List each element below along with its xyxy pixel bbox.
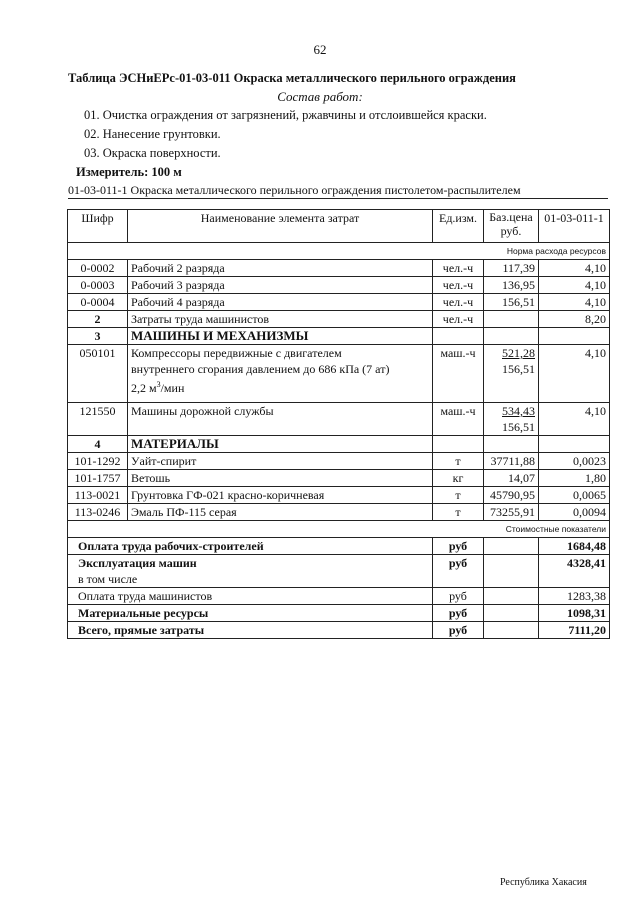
- row-norm: 4,10: [539, 345, 610, 403]
- table-title: Таблица ЭСНиЕРс-01-03-011 Окраска металлического перильного ограждения: [68, 71, 516, 85]
- header-code: Шифр: [68, 210, 128, 243]
- row-name: Рабочий 3 разряда: [128, 277, 433, 294]
- work-step: 02. Нанесение грунтовки.: [84, 127, 221, 141]
- table-row: [68, 260, 610, 277]
- row-norm: 4,10: [539, 294, 610, 311]
- total-name: Материальные ресурсы: [68, 605, 433, 622]
- empty-cell: [433, 328, 484, 345]
- row-name: Ветошь: [128, 470, 433, 487]
- row-name: Рабочий 4 разряда: [128, 294, 433, 311]
- table-row: [68, 504, 610, 521]
- row-price: [484, 403, 539, 436]
- row-name-sup: 3: [156, 380, 161, 389]
- row-code: 0-0004: [68, 294, 128, 311]
- row-name: Рабочий 2 разряда: [128, 260, 433, 277]
- row-code: 101-1292: [68, 453, 128, 470]
- row-name: Затраты труда машинистов: [128, 311, 433, 328]
- empty-cell: [539, 328, 610, 345]
- section-title: МАШИНЫ И МЕХАНИЗМЫ: [128, 328, 433, 345]
- page-number: 62: [313, 42, 327, 57]
- cost-caption-row: [68, 521, 610, 538]
- table-row: [68, 487, 610, 504]
- row-norm: 4,10: [539, 403, 610, 436]
- norm-caption: Норма расхода ресурсов: [68, 243, 610, 260]
- row-price: 156,51: [484, 294, 539, 311]
- empty-cell: [433, 436, 484, 453]
- row-price: 117,39: [484, 260, 539, 277]
- row-price: [484, 311, 539, 328]
- total-value: 1283,38: [539, 588, 610, 605]
- row-price: 37711,88: [484, 453, 539, 470]
- row-name-line2: внутреннего сгорания давлением до 686 кПа (7 ат): [131, 362, 390, 376]
- header-price-line1: Баз.цена: [489, 210, 533, 224]
- table-row: [68, 470, 610, 487]
- row-price: 136,95: [484, 277, 539, 294]
- row-code: 050101: [68, 345, 128, 403]
- row-norm: 0,0065: [539, 487, 610, 504]
- row-unit: маш.-ч: [433, 345, 484, 403]
- section-code: 4: [68, 436, 128, 453]
- total-value: 1684,48: [539, 538, 610, 555]
- total-row: [68, 622, 610, 639]
- row-price-bottom: 156,51: [502, 362, 535, 376]
- header-name: Наименование элемента затрат: [128, 210, 433, 243]
- total-value: 4328,41: [539, 555, 610, 572]
- total-row: [68, 605, 610, 622]
- divider: [68, 198, 608, 199]
- footer-region: Республика Хакасия: [500, 877, 587, 888]
- row-price: 45790,95: [484, 487, 539, 504]
- row-code: 113-0246: [68, 504, 128, 521]
- row-unit: т: [433, 487, 484, 504]
- empty-cell: [484, 436, 539, 453]
- empty-cell: [484, 328, 539, 345]
- section-title: МАТЕРИАЛЫ: [128, 436, 433, 453]
- row-name-line3: 2,2 м: [131, 381, 157, 395]
- total-name: Оплата труда машинистов: [68, 588, 433, 605]
- empty-cell: [484, 571, 539, 588]
- total-unit: [433, 571, 484, 588]
- table-row: [68, 311, 610, 328]
- section-row: [68, 328, 610, 345]
- row-code: 0-0002: [68, 260, 128, 277]
- total-unit: руб: [433, 622, 484, 639]
- total-row: [68, 588, 610, 605]
- resource-table: [67, 209, 610, 639]
- total-row: [68, 538, 610, 555]
- header-norm: 01-03-011-1: [539, 210, 610, 243]
- row-unit: кг: [433, 470, 484, 487]
- header-price-line2: руб.: [500, 224, 522, 238]
- total-row: [68, 571, 610, 588]
- row-name: Машины дорожной службы: [128, 403, 433, 436]
- table-row: [68, 345, 610, 403]
- row-norm: 8,20: [539, 311, 610, 328]
- empty-cell: [539, 436, 610, 453]
- section-row: [68, 436, 610, 453]
- row-unit: чел.-ч: [433, 277, 484, 294]
- row-name-line1: Компрессоры передвижные с двигателем: [131, 346, 342, 360]
- total-unit: руб: [433, 588, 484, 605]
- section-code: 3: [68, 328, 128, 345]
- work-step: 01. Очистка ограждения от загрязнений, ржавчины и отслоившейся краски.: [84, 108, 487, 122]
- total-name: Эксплуатация машин: [68, 555, 433, 572]
- empty-cell: [484, 605, 539, 622]
- row-norm: 1,80: [539, 470, 610, 487]
- table-row: [68, 277, 610, 294]
- composition-heading: Состав работ:: [277, 89, 363, 104]
- row-unit: чел.-ч: [433, 311, 484, 328]
- meter-label: Измеритель: 100 м: [76, 165, 182, 179]
- row-name: [128, 345, 433, 403]
- row-norm: 4,10: [539, 277, 610, 294]
- subtitle: 01-03-011-1 Окраска металлического перильного ограждения пистолетом-распылителем: [68, 183, 521, 197]
- total-value: 7111,20: [539, 622, 610, 639]
- total-name: Оплата труда рабочих-строителей: [68, 538, 433, 555]
- total-unit: руб: [433, 555, 484, 572]
- empty-cell: [484, 555, 539, 572]
- row-unit: т: [433, 453, 484, 470]
- total-value: [539, 571, 610, 588]
- row-unit: маш.-ч: [433, 403, 484, 436]
- header-price: [484, 210, 539, 243]
- total-name: Всего, прямые затраты: [68, 622, 433, 639]
- row-name: Уайт-спирит: [128, 453, 433, 470]
- row-code: 0-0003: [68, 277, 128, 294]
- total-value: 1098,31: [539, 605, 610, 622]
- row-price: 73255,91: [484, 504, 539, 521]
- norm-caption-row: [68, 243, 610, 260]
- row-unit: чел.-ч: [433, 294, 484, 311]
- row-price-top: 534,43: [502, 404, 535, 418]
- table-row: [68, 403, 610, 436]
- total-unit: руб: [433, 538, 484, 555]
- row-norm: 0,0023: [539, 453, 610, 470]
- row-unit: чел.-ч: [433, 260, 484, 277]
- row-price-bottom: 156,51: [502, 420, 535, 434]
- header-unit: Ед.изм.: [433, 210, 484, 243]
- total-row: [68, 555, 610, 572]
- row-norm: 0,0094: [539, 504, 610, 521]
- empty-cell: [484, 588, 539, 605]
- row-code: 101-1757: [68, 470, 128, 487]
- row-unit: т: [433, 504, 484, 521]
- table-header-row: [68, 210, 610, 243]
- total-name: в том числе: [68, 571, 433, 588]
- row-code: 121550: [68, 403, 128, 436]
- row-price: [484, 345, 539, 403]
- table-row: [68, 453, 610, 470]
- empty-cell: [484, 622, 539, 639]
- table-row: [68, 294, 610, 311]
- row-price-top: 521,28: [502, 346, 535, 360]
- row-price: 14,07: [484, 470, 539, 487]
- row-code: 2: [68, 311, 128, 328]
- row-norm: 4,10: [539, 260, 610, 277]
- work-step: 03. Окраска поверхности.: [84, 146, 221, 160]
- row-name-line3-end: /мин: [160, 381, 185, 395]
- empty-cell: [484, 538, 539, 555]
- row-code: 113-0021: [68, 487, 128, 504]
- row-name: Эмаль ПФ-115 серая: [128, 504, 433, 521]
- total-unit: руб: [433, 605, 484, 622]
- cost-caption: Стоимостные показатели: [68, 521, 610, 538]
- row-name: Грунтовка ГФ-021 красно-коричневая: [128, 487, 433, 504]
